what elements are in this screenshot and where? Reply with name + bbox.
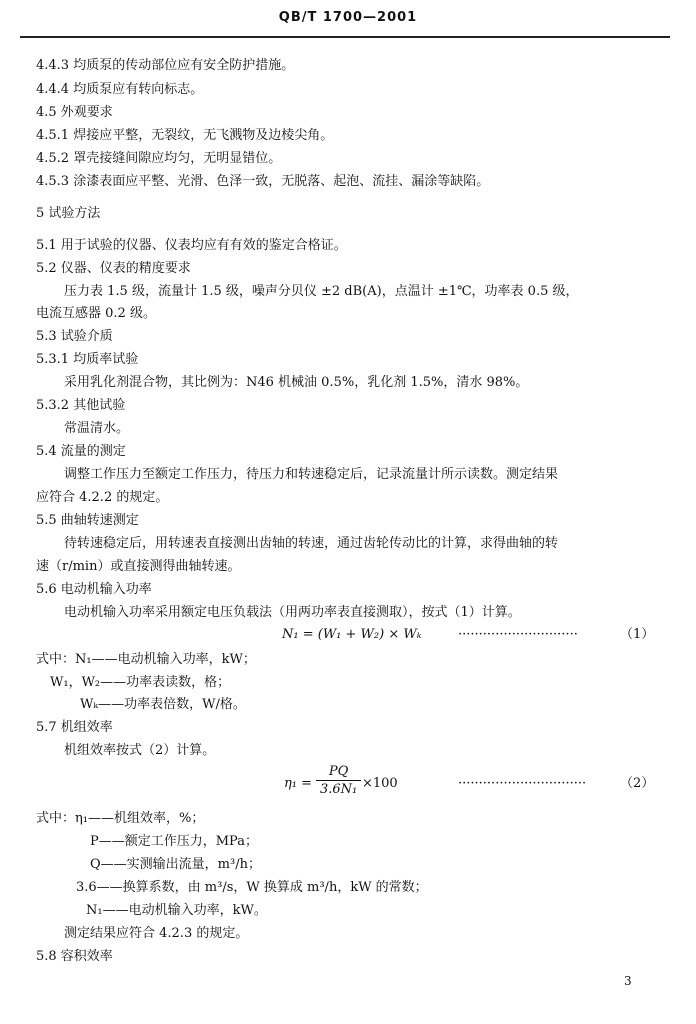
clause-5-1: 5.1 用于试验的仪器、仪表均应有有效的鉴定合格证。 xyxy=(36,238,347,253)
para-5-5-line1: 待转速稳定后，用转速表直接测出齿轴的转速，通过齿轮传动比的计算，求得曲轴的转 xyxy=(64,536,559,551)
heading-5-4: 5.4 流量的测定 xyxy=(36,444,126,459)
clause-4-5-2: 4.5.2 罩壳接缝间隙应均匀，无明显错位。 xyxy=(36,151,282,166)
equation-2-denominator: 3.6N₁ xyxy=(320,782,358,797)
where-n1: 式中：N₁——电动机输入功率，kW； xyxy=(36,652,256,667)
equation-2-tail: ×100 xyxy=(362,776,398,791)
equation-2-numerator: PQ xyxy=(328,764,349,779)
header-rule xyxy=(20,36,670,38)
heading-5-8: 5.8 容积效率 xyxy=(36,949,113,964)
equation-1-leader: ····························· xyxy=(458,627,578,642)
heading-5-3-1: 5.3.1 均质率试验 xyxy=(36,352,139,367)
where-eta1: 式中：η₁——机组效率，%； xyxy=(36,811,205,826)
where-n1-2: N₁——电动机输入功率，kW。 xyxy=(86,903,267,918)
equation-2-lhs: η₁ = xyxy=(284,776,313,791)
heading-5-3-2: 5.3.2 其他试验 xyxy=(36,398,126,413)
heading-5-6: 5.6 电动机输入功率 xyxy=(36,582,152,597)
equation-2-number: （2） xyxy=(620,776,655,791)
clause-4-5-3: 4.5.3 涂漆表面应平整、光滑、色泽一致，无脱落、起泡、流挂、漏涂等缺陷。 xyxy=(36,174,490,189)
page-number: 3 xyxy=(624,974,632,988)
equation-2-fraction-bar xyxy=(316,780,361,781)
equation-2-leader: ······························· xyxy=(458,776,587,791)
where-p: P——额定工作压力，MPa； xyxy=(90,834,258,849)
para-5-4-line2: 应符合 4.2.2 的规定。 xyxy=(36,490,169,505)
where-wk: Wₖ——功率表倍数，W/格。 xyxy=(80,697,246,712)
para-5-2-line2: 电流互感器 0.2 级。 xyxy=(36,306,156,321)
clause-4-4-4: 4.4.4 均质泵应有转向标志。 xyxy=(36,82,204,97)
equation-1-formula: N₁ = (W₁ + W₂) × Wₖ xyxy=(282,627,422,642)
para-5-3-1: 采用乳化剂混合物，其比例为：N46 机械油 0.5%，乳化剂 1.5%，清水 98%。 xyxy=(64,375,529,390)
para-5-7: 机组效率按式（2）计算。 xyxy=(64,743,216,758)
page-header-title: QB/T 1700—2001 xyxy=(278,10,418,25)
equation-1-number: （1） xyxy=(620,627,655,642)
clause-4-4-3: 4.4.3 均质泵的传动部位应有安全防护措施。 xyxy=(36,58,295,73)
where-q: Q——实测输出流量，m³/h； xyxy=(90,857,261,872)
para-5-7-result: 测定结果应符合 4.2.3 的规定。 xyxy=(64,926,249,941)
heading-5-7: 5.7 机组效率 xyxy=(36,720,113,735)
heading-5-2: 5.2 仪器、仪表的精度要求 xyxy=(36,261,191,276)
clause-4-5-1: 4.5.1 焊接应平整，无裂纹，无飞溅物及边棱尖角。 xyxy=(36,128,334,143)
para-5-6: 电动机输入功率采用额定电压负载法（用两功率表直接测取），按式（1）计算。 xyxy=(64,605,521,620)
heading-4-5: 4.5 外观要求 xyxy=(36,105,113,120)
heading-5-3: 5.3 试验介质 xyxy=(36,329,113,344)
para-5-4-line1: 调整工作压力至额定工作压力，待压力和转速稳定后，记录流量计所示读数。测定结果 xyxy=(64,467,559,482)
where-3-6: 3.6——换算系数，由 m³/s，W 换算成 m³/h，kW 的常数； xyxy=(76,880,428,895)
para-5-5-line2: 速（r/min）或直接测得曲轴转速。 xyxy=(36,559,241,574)
heading-5-5: 5.5 曲轴转速测定 xyxy=(36,513,139,528)
para-5-3-2: 常温清水。 xyxy=(64,421,130,436)
heading-5: 5 试验方法 xyxy=(36,206,101,221)
para-5-2-line1: 压力表 1.5 级，流量计 1.5 级，噪声分贝仪 ±2 dB(A)，点温计 ±1℃，功率表 0.5 级， xyxy=(64,284,579,299)
equation-2-fraction xyxy=(316,764,361,797)
where-w1-w2: W₁，W₂——功率表读数，格； xyxy=(50,675,231,690)
